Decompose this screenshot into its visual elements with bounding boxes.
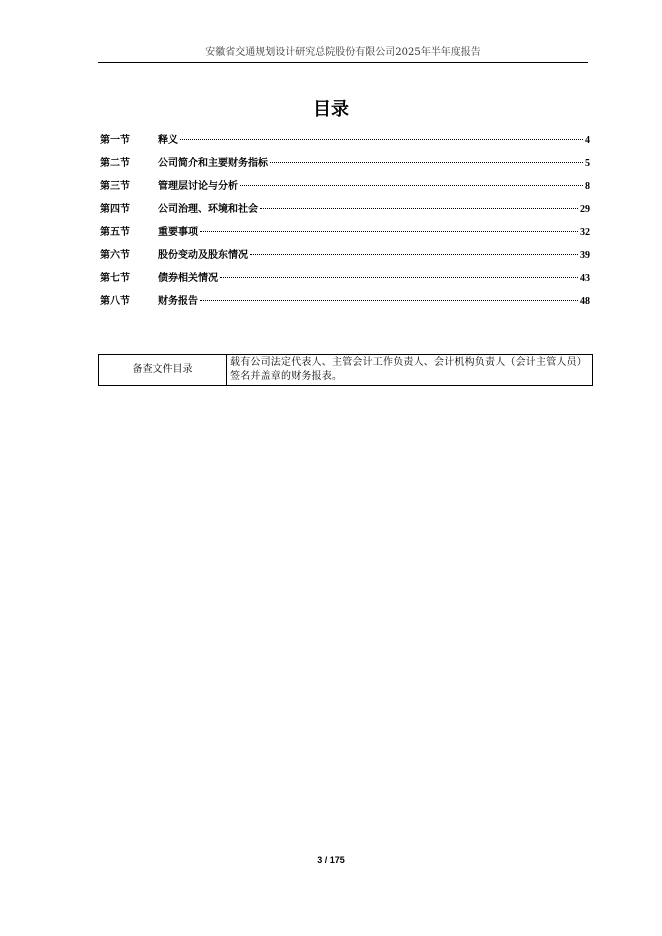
toc-section-number: 第三节 — [100, 181, 130, 192]
toc-title: 目录 — [313, 99, 349, 120]
toc-section-number: 第八节 — [100, 296, 130, 307]
toc-section-title[interactable]: 股份变动及股东情况 — [158, 250, 248, 261]
toc-page-number[interactable]: 43 — [580, 273, 590, 284]
toc-section-number: 第六节 — [100, 250, 130, 261]
toc-dot-leader — [180, 139, 583, 140]
page-number-footer: 3 / 175 — [317, 855, 345, 865]
toc-dot-leader — [200, 231, 578, 232]
toc-section-title[interactable]: 公司治理、环境和社会 — [158, 204, 258, 215]
toc-dot-leader — [250, 254, 578, 255]
toc-section-number: 第四节 — [100, 204, 130, 215]
toc-dot-leader — [200, 300, 578, 301]
toc-dot-leader — [270, 162, 583, 163]
toc-page-number[interactable]: 39 — [580, 250, 590, 261]
toc-item-6[interactable] — [100, 247, 590, 270]
table-row — [99, 355, 593, 386]
toc-item-1[interactable] — [100, 132, 590, 155]
toc-item-4[interactable] — [100, 201, 590, 224]
toc-item-3[interactable] — [100, 178, 590, 201]
toc-item-7[interactable] — [100, 270, 590, 293]
toc-dot-leader — [220, 277, 578, 278]
toc-item-2[interactable] — [100, 155, 590, 178]
toc-section-number: 第二节 — [100, 158, 130, 169]
toc-section-title[interactable]: 公司简介和主要财务指标 — [158, 158, 268, 169]
toc-section-title[interactable]: 重要事项 — [158, 227, 198, 238]
reference-documents-label: 备查文件目录 — [99, 355, 227, 386]
toc-section-title[interactable]: 释义 — [158, 135, 178, 146]
toc-section-number: 第七节 — [100, 273, 130, 284]
toc-page-number[interactable]: 32 — [580, 227, 590, 238]
toc-page-number[interactable]: 29 — [580, 204, 590, 215]
toc-section-title[interactable]: 财务报告 — [158, 296, 198, 307]
toc-dot-leader — [260, 208, 578, 209]
toc-page-number[interactable]: 5 — [585, 158, 590, 169]
reference-documents-table — [98, 354, 593, 386]
toc-section-number: 第一节 — [100, 135, 130, 146]
toc-dot-leader — [240, 185, 583, 186]
toc-section-title[interactable]: 债券相关情况 — [158, 273, 218, 284]
toc-page-number[interactable]: 8 — [585, 181, 590, 192]
toc-section-title[interactable]: 管理层讨论与分析 — [158, 181, 238, 192]
toc-page-number[interactable]: 4 — [585, 135, 590, 146]
toc-page-number[interactable]: 48 — [580, 296, 590, 307]
toc-item-5[interactable] — [100, 224, 590, 247]
header-divider — [98, 62, 588, 63]
page-header: 安徽省交通规划设计研究总院股份有限公司2025年半年度报告 — [205, 47, 481, 58]
toc-item-8[interactable] — [100, 293, 590, 316]
reference-documents-content: 载有公司法定代表人、主管会计工作负责人、会计机构负责人（会计主管人员）签名并盖章的财务报表。 — [227, 355, 593, 386]
toc-section-number: 第五节 — [100, 227, 130, 238]
toc-list — [100, 132, 590, 316]
